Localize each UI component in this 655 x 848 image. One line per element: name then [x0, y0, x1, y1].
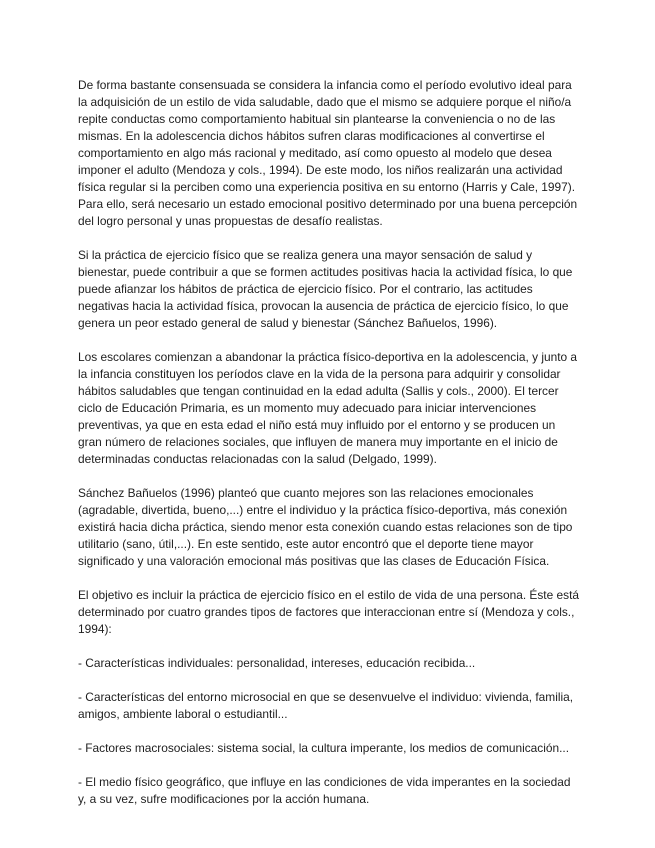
document-page — [78, 77, 581, 825]
list-item-medio-fisico: - El medio físico geográfico, que influye en las condiciones de vida imperantes en la sociedad y, a su vez, sufre modificaciones por la acción humana. — [78, 775, 571, 806]
paragraph-escolares-abandono: Los escolares comienzan a abandonar la práctica físico-deportiva en la adolescencia, y junto a la infancia constituyen los períodos clave en la vida de la persona para adquirir y consolidar hábitos saludables que tengan continuidad en la edad adulta (Sallis y cols., 2000). El tercer ciclo de Educación Primaria, es un momento muy adecuado para iniciar intervenciones preventivas, ya que en esta edad el niño está muy influido por el entorno y se producen un gran número de relaciones sociales, que influyen de manera muy importante en el inicio de determinadas conductas relacionadas con la salud (Delgado, 1999). — [78, 350, 578, 466]
paragraph-sensacion-salud: Si la práctica de ejercicio físico que se realiza genera una mayor sensación de salud y bienestar, puede contribuir a que se formen actitudes positivas hacia la actividad física, lo que puede afianzar los hábitos de práctica de ejercicio físico. Por el contrario, las actitudes negativas hacia la actividad física, provocan la ausencia de práctica de ejercicio físico, lo que genera un peor estado general de salud y bienestar (Sánchez Bañuelos, 1996). — [78, 248, 573, 330]
paragraph-relaciones-emocionales: Sánchez Bañuelos (1996) planteó que cuanto mejores son las relaciones emocionales (agradable, divertida, bueno,...) entre el individuo y la práctica físico-deportiva, más conexión existirá hacia dicha práctica, siendo menor esta conexión cuando estas relaciones son de tipo utilitario (sano, útil,...). En este sentido, este autor encontró que el deporte tiene mayor significado y una valoración emocional más positivas que las clases de Educación Física. — [78, 486, 573, 568]
list-item-caracteristicas-individuales: - Características individuales: personalidad, intereses, educación recibida... — [78, 656, 476, 670]
paragraph-infancia-habitos: De forma bastante consensuada se considera la infancia como el período evolutivo ideal para la adquisición de un estilo de vida saludable, dado que el mismo se adquiere porque el niño/a repite conductas como comportamiento habitual sin plantearse la conveniencia o no de las mismas. En la adolescencia dichos hábitos sufren claras modificaciones al convertirse el comportamiento en algo más racional y meditado, así como opuesto al modelo que desea imponer el adulto (Mendoza y cols., 1994). De este modo, los niños realizarán una actividad física regular si la perciben como una experiencia positiva en su entorno (Harris y Cale, 1997). Para ello, será necesario un estado emocional positivo determinado por una buena percepción del logro personal y unas propuestas de desafío realistas. — [78, 78, 578, 228]
paragraph-objetivo-factores: El objetivo es incluir la práctica de ejercicio físico en el estilo de vida de una persona. Éste está determinado por cuatro grandes tipos de factores que interaccionan entre sí (Mendoza y cols., 1994): — [78, 588, 580, 636]
list-item-factores-macrosociales: - Factores macrosociales: sistema social, la cultura imperante, los medios de comunicación... — [78, 741, 570, 755]
list-item-entorno-microsocial: - Características del entorno microsocial en que se desenvuelve el individuo: vivienda, familia, amigos, ambiente laboral o estudiantil... — [78, 690, 574, 721]
